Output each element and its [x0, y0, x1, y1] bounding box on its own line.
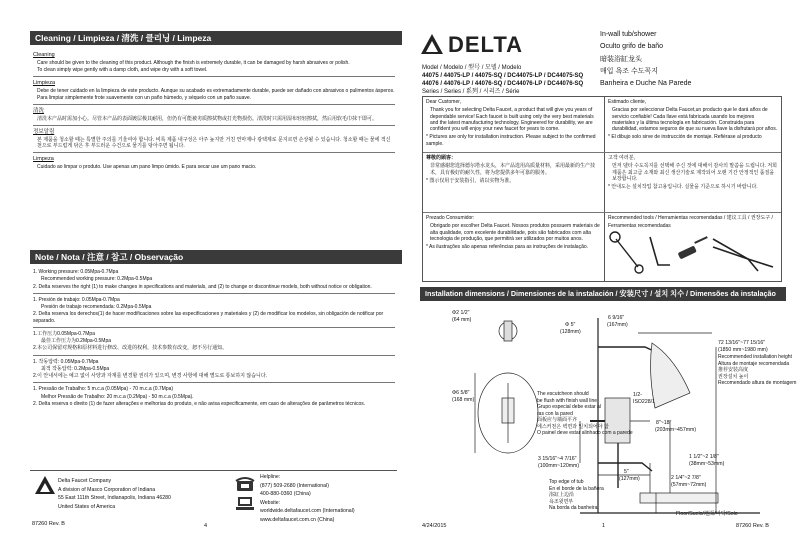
hex-key-icon	[650, 237, 670, 265]
cleaning-heading: Limpieza	[33, 80, 56, 87]
delta-house-logo	[34, 475, 56, 495]
customer-letter-line: 먼저 델타 수도꼭지를 선택해 주신 것에 대해서 감사의 말씀을 드립니다. 저희 제품은 최고급 소재와 최신 생산기술로 제작되어 오랜 기간 안정적인 품질을 보장합니다.	[612, 163, 778, 182]
valve-body	[605, 398, 630, 443]
footer-contact-area	[30, 470, 397, 523]
dimension-label: 3 15/16"~4 7/16"	[538, 456, 577, 462]
product-title-line: Banheira e Duche Na Parede	[600, 80, 692, 88]
customer-letter-ko	[608, 155, 778, 192]
dimension-note: Grupo especial debe estar al	[537, 404, 601, 410]
tools-label-line: Recommended tools / Herramientas recomendadas / 建议工具 / 권장도구 /	[608, 215, 773, 221]
dimension-label: Φ2 1/2"	[452, 310, 470, 316]
cleaning-heading: 정보알림	[33, 128, 55, 135]
footer-doc-number-right: 87260 Rev. B	[736, 523, 769, 529]
cleaning-text: Cuidado ao limpar o produto. Use apenas um pano limpo úmido. E para secar use um pano macio.	[37, 164, 257, 171]
note-line: Melhor Pressão de Trabalho: 20 m.c.a (0.2Mpa) - 50 m.c.a (0.5Mpa).	[41, 393, 194, 400]
helpline-website	[260, 474, 355, 525]
computer-icon	[235, 496, 255, 512]
company-address	[58, 478, 171, 512]
model-label: Model / Modelo / 型号 / 모델 / Modelo	[422, 65, 522, 71]
footer-page-number-right: 1	[602, 523, 606, 529]
models-row-2: 44076 / 44076-LP / 44076-SQ / DC44076-LP / DC44076-SQ	[422, 81, 584, 88]
models-row-1: 44075 / 44075-LP / 44075-SQ / DC44075-LP / DC44075-SQ	[422, 73, 584, 80]
dimension-label: (64 mm)	[452, 317, 472, 323]
company-line: A division of Masco Corporation of Indiana	[58, 486, 156, 493]
dimension-note: Top edge of tub	[549, 479, 584, 485]
dimension-note: Na borda da banheira	[549, 505, 598, 511]
dimension-label: ISO228/1	[633, 399, 655, 405]
dimension-label: (100mm~120mm)	[538, 463, 580, 469]
dimension-label: (168 mm)	[452, 397, 475, 403]
wrench-icon	[610, 232, 643, 273]
cleaning-text: 본 제품을 청소할 때는 특별한 주의를 기울여야 합니다. 비록 제품 내구성은 아주 높지만 거친 연마제나 광택제로 문지르면 손상될 수 있습니다. 청소할 때는 물에 적신 천으로 부드럽게 닦은 후 부드러운 수건으로 물기를 닦아주면 됩니다.	[37, 136, 391, 149]
customer-letter-box	[422, 96, 782, 282]
dimension-note: Altura de montaje recomendada	[718, 360, 790, 367]
pliers-icon	[713, 239, 773, 271]
dimension-note: The escutcheon should	[537, 391, 589, 397]
dimension-label: Φ 5"	[565, 322, 576, 328]
helpline-line: Helpline:	[260, 474, 281, 480]
dimension-label: (127mm)	[619, 476, 640, 482]
dimension-label: 5"	[624, 469, 629, 475]
dimension-note: 에스커천은 벽면과 일치되어야 함	[537, 423, 609, 430]
model-block	[422, 64, 583, 96]
dimension-label: Floor/Suelo/地面/바닥/Solo	[676, 511, 738, 517]
note-line: 1. Working pressure: 0.05Mpa-0.7Mpa	[33, 269, 119, 275]
customer-letter-line: * Pictures are only for installation instruction. Please subject to the confirmed sample.	[426, 134, 596, 147]
customer-letter-line: 尊敬的顾客：	[426, 155, 457, 161]
screwdriver-icon	[678, 236, 708, 259]
helpline-line: Website:	[260, 499, 281, 506]
cleaning-section-header: Cleaning / Limpieza / 清洗 / 클리닝 / Limpeza	[30, 31, 402, 45]
brand-wordmark: DELTA	[448, 32, 524, 57]
dimension-note: be flush with finish wall line	[537, 397, 598, 404]
helpline-line: www.deltafaucet.com.cn (China)	[260, 516, 335, 523]
note-line: 2.本公司保留对规格和原材料进行修改、改进的权利，技术参数有改变，恕不另行通知。	[33, 345, 228, 352]
customer-letter-zh	[426, 155, 602, 186]
dimension-note: ras con la pared	[537, 410, 573, 417]
dimension-label: (57mm~72mm)	[671, 482, 707, 488]
dimension-note: 推荐安装高度	[718, 367, 749, 373]
product-title-line: Oculto grifo de baño	[600, 43, 664, 51]
customer-letter-line: * As ilustrações são apenas referências para as instruções de instalação.	[426, 244, 589, 250]
customer-letter-en	[426, 99, 602, 149]
dimension-note: O painel deve estar alinhado com a parede	[537, 430, 633, 436]
note-line: 2. Delta reserva o direito (1) de fazer alterações e melhorias do produto, e não avisa especificamente, em caso de alterações de parâmetros técnicos.	[33, 400, 366, 407]
note-section	[33, 269, 395, 408]
dimension-label: Φ6 5/8"	[452, 390, 470, 396]
customer-letter-line: 고객 여러분,	[608, 155, 635, 161]
dimension-label: 6 9/16"	[608, 315, 625, 321]
customer-letter-line: * 图示仅用于安装指引，请以实物为准。	[426, 177, 515, 184]
note-line: 1.工作压力0.05Mpa-0.7Mpa	[33, 330, 95, 337]
dimension-label: 8"~18"	[656, 420, 672, 426]
helpline-line: 400-880-0360 (China)	[260, 491, 311, 498]
product-title-line: 暗装浴缸龙头	[600, 55, 642, 63]
note-line: 1. Presión de trabajo: 0.05Mpa-0.7Mpa	[33, 296, 120, 303]
phone-icon	[235, 475, 255, 493]
cleaning-section	[33, 50, 395, 171]
cleaning-text: To clean simply wipe gently with a damp cloth, and wipe dry with a soft towel.	[37, 67, 208, 74]
note-section-header: Note / Nota / 注意 / 참고 / Observação	[30, 250, 402, 264]
cleaning-text: Debe de tener cuidado en la limpieza de este producto. Aunque su acabado es extremadamente durable, puede ser dañado con abrasivos o pulimentos ásperos. Para limpiar simplemente frote suavemente con un paño húmedo, y séquelo con un paño suave.	[37, 88, 395, 101]
tools-illustration	[608, 229, 780, 277]
dimension-label: (38mm~53mm)	[689, 461, 725, 467]
delta-triangle-icon	[420, 33, 444, 55]
customer-letter-pt	[426, 215, 602, 252]
note-line: 최적 작동압력: 0.2Mpa-0.5Mpa	[41, 365, 110, 372]
dimension-note: 권장설치 높이	[718, 373, 749, 380]
dimension-label: (128mm)	[560, 329, 581, 335]
customer-letter-line: Prezado Consumidor:	[426, 215, 475, 221]
dimension-label: (167mm)	[607, 322, 628, 328]
note-line: Presión de trabajo recomendada: 0.2Mpa-0.5Mpa	[41, 304, 152, 310]
dimension-label: (203mm~457mm)	[655, 427, 697, 433]
customer-letter-line: * El dibujo solo sirve de instrucción de montaje. Refiérase al producto	[608, 134, 762, 141]
footer-doc-number-left: 87260 Rev. B	[32, 521, 65, 527]
dimension-label: 1 1/2"~2 1/8"	[689, 454, 719, 460]
dimension-label: 1/2-	[633, 392, 642, 398]
dimension-label: 72 13/16"~77 15/16"	[718, 340, 766, 346]
customer-letter-es	[608, 99, 778, 143]
product-title-line: In-wall tub/shower	[600, 31, 657, 38]
cleaning-heading: Cleaning	[33, 52, 55, 58]
footer-page-number-left: 4	[204, 523, 208, 529]
cleaning-text: Care should be given to the cleaning of this product. Although the finish is extremely durable, it can be damaged by harsh abrasives or polish.	[37, 59, 350, 66]
customer-letter-line: Estimado cliente,	[608, 99, 647, 105]
dimension-note: En el borde de la bañera	[549, 485, 604, 492]
helpline-line: (877) 509-2680 (International)	[260, 482, 329, 489]
note-line: 2. Delta reserves the right (1) to make changes in specifications and materials, and (2) to change or discontinue models, both without notice or obligation.	[33, 283, 372, 290]
dimension-note: Recommended installation height	[718, 354, 792, 360]
dimension-note: 面板应与墙面平齐	[537, 417, 578, 423]
customer-letter-line: Gracias por seleccionar Delta Faucet,un producto que le dará años de servicio confiable! Cada llave está fabricada usando los mejores materiales y la última tecnología en fabricación. Construida para durabilidad, estamos seguros de que su nueva llave la disfrutará por años.	[612, 107, 778, 132]
dimension-note: Recomendado altura de montagem	[718, 380, 797, 386]
cleaning-heading: 清洗	[33, 107, 45, 114]
customer-letter-line: Obrigado por escolher Delta Faucet. Nossos produtos possuem materiais de alta qualidade, com excelente durabilidade, pois são fabricados com alta tecnologia de produção, que permitirá ser utilizados por muitos anos.	[430, 223, 600, 242]
cleaning-text: 清洗本产品时需加小心。尽管本产品的表面镀层极其耐用，但仍有可能被劣质擦拭物或打光物损伤。清洗时只需用湿布轻轻擦拭，然后用软毛巾抹干即可。	[37, 115, 378, 122]
helpline-line: worldwide.deltafaucet.com (International)	[260, 508, 355, 515]
dimension-label: 2 1/4"~2 7/8"	[671, 475, 701, 481]
series-label: Series / Series / 系列 / 시리즈 / Série	[422, 89, 520, 96]
dimension-label: (1850 mm~1980 mm)	[718, 347, 768, 353]
product-titles	[600, 30, 691, 92]
dimension-note: 浴缸上边沿	[549, 492, 575, 498]
note-line: 1. 작동압력: 0.05Mpa-0.7Mpa	[33, 358, 99, 365]
shower-head	[651, 343, 690, 408]
product-title-line: 매입 욕조 수도꼭지	[600, 68, 658, 76]
tools-label-line: Ferramentas recomendadas	[608, 222, 671, 229]
installation-section-header: Installation dimensions / Dimensiones de la instalación / 安装尺寸 / 설치 치수 / Dimensões da instalação	[420, 287, 786, 301]
note-line: 2. Delta reserva los derechos(1) de hacer modificaciones sobre las especificaciones y materiales y (2) de modificar los modelos, sin obligación de notificar por separado.	[33, 311, 384, 324]
note-line: 1. Pressão de Trabalho: 5 m.c.a (0.05Mpa) - 70 m.c.a (0.7Mpa)	[33, 386, 174, 393]
company-line: 55 East 111th Street, Indianapolis, Indiana 46280	[58, 495, 171, 502]
note-line: 2.이 안내서에는 예고 없이 사양과 자재를 변경할 권리가 있으며, 변경 사항에 대해 별도로 통보하지 않습니다.	[33, 373, 268, 379]
company-line: United States of America	[58, 503, 116, 510]
cleaning-heading: Limpeza	[33, 156, 54, 163]
note-line: Recommended working pressure: 0.2Mpa-0.5Mpa	[41, 276, 153, 283]
company-line: Delta Faucet Company	[58, 478, 112, 484]
customer-letter-line: * 안내도는 설치작업 참고용입니다. 실물을 기준으로 하시기 바랍니다.	[608, 184, 758, 190]
customer-letter-line: Thank you for selecting Delta Faucet, a product that will give you years of dependable service! Each faucet is built using only the very best materials and the latest manufacturing technology. Engineered for durability, we are confident you will enjoy your new faucet for years to come.	[430, 107, 594, 132]
dimension-note: 욕조윗면부	[549, 498, 574, 505]
footer-date: 4/24/2015	[422, 523, 447, 529]
customer-letter-line: 非常感谢您选择德尔塔水龙头，本产品选用高质量材料，采用最新的生产技术，具有极好的耐久性，将为您提供多年可靠的服务。	[430, 163, 596, 176]
customer-letter-line: Dear Customer,	[426, 99, 462, 105]
note-line: 最佳工作压力为0.2Mpa-0.5Mpa	[41, 338, 112, 344]
